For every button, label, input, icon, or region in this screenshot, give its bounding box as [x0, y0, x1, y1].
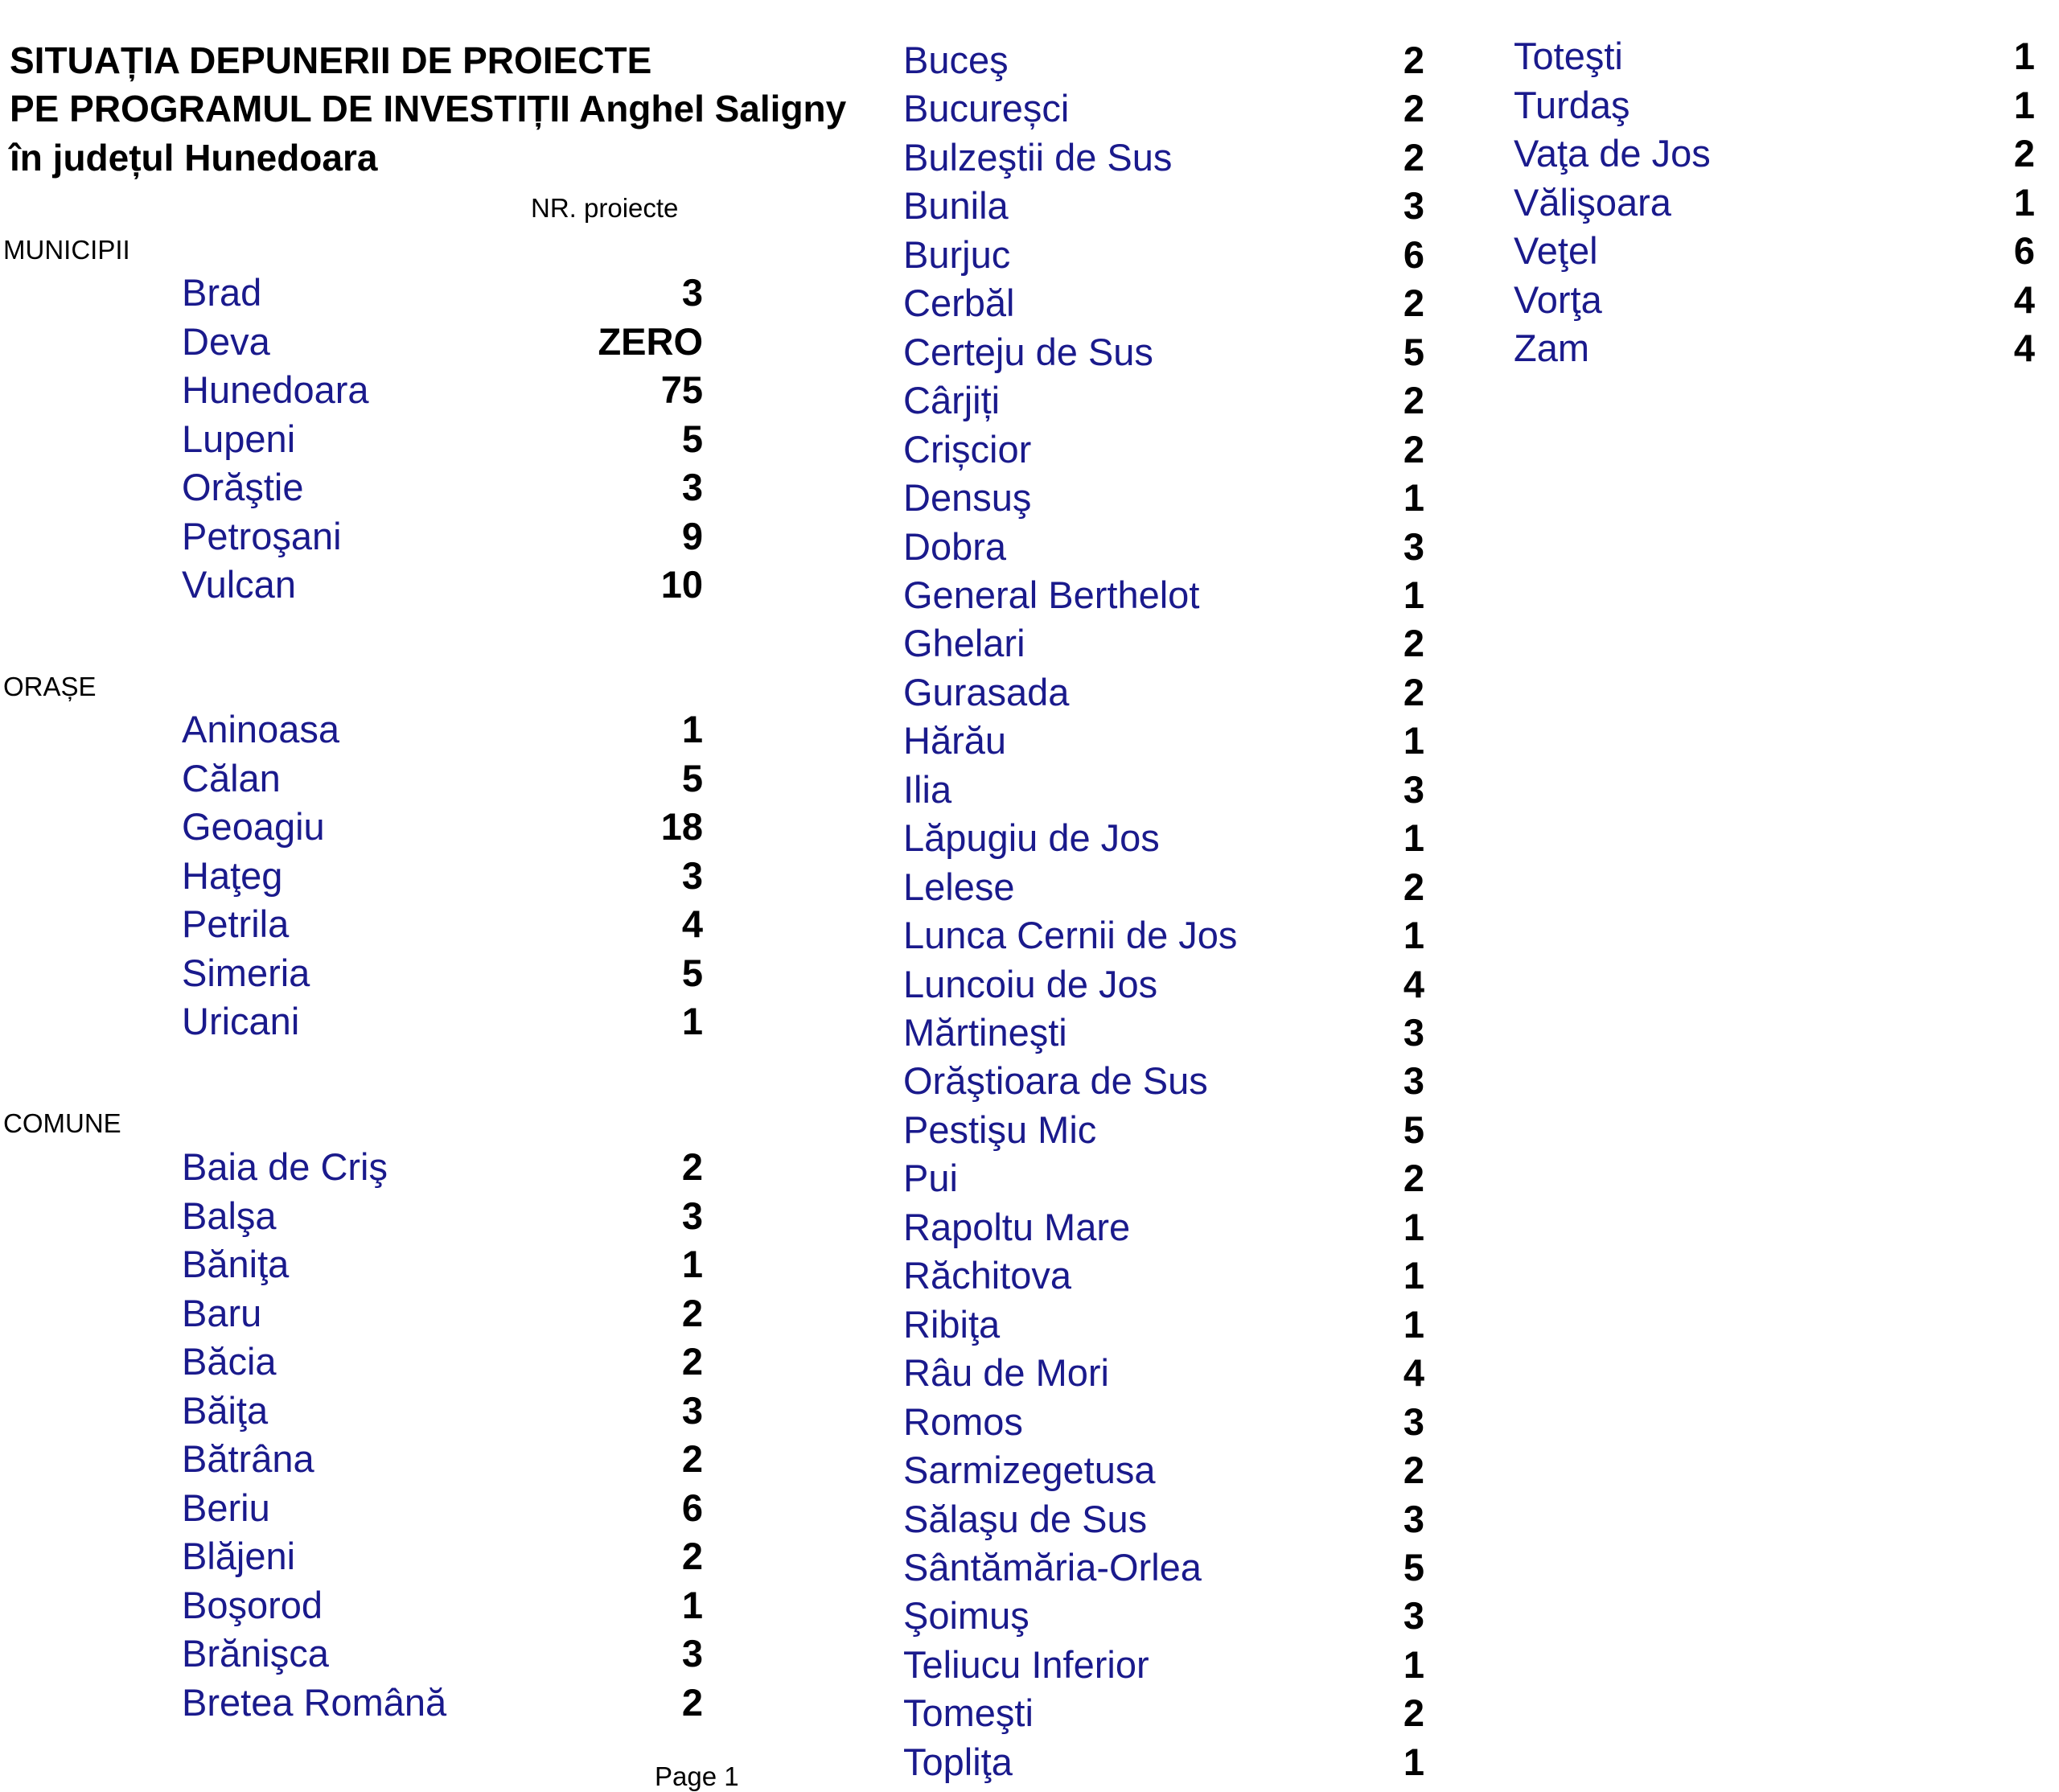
list-item: [903, 279, 1424, 327]
locality-name: Bretea Română: [182, 1680, 447, 1724]
project-count: 1: [1403, 914, 1424, 957]
locality-name: Lelese: [903, 865, 1015, 908]
locality-name: Baia de Criş: [182, 1145, 388, 1188]
list-item: [182, 269, 703, 317]
project-count: 1: [681, 1583, 703, 1626]
project-count: 3: [1403, 1497, 1424, 1540]
locality-name: Băniţa: [182, 1243, 290, 1285]
project-count: 5: [1403, 1545, 1424, 1589]
locality-name: Gurasada: [903, 670, 1070, 713]
list-item: [903, 814, 1424, 862]
locality-name: Boşorod: [182, 1583, 323, 1626]
list-item: [903, 182, 1424, 230]
project-count: 1: [1403, 816, 1424, 860]
project-count: 1: [1403, 573, 1424, 616]
locality-name: Petroşani: [182, 514, 342, 557]
column-header: NR. proiecte: [531, 193, 679, 223]
list-item: [182, 1143, 703, 1191]
locality-name: Pui: [903, 1157, 958, 1200]
project-count: 3: [681, 1388, 703, 1432]
locality-name: Veţel: [1514, 229, 1598, 272]
list-item: [903, 619, 1424, 668]
list-item: [903, 231, 1424, 279]
project-count: 2: [681, 1535, 703, 1577]
locality-name: Blăjeni: [182, 1535, 296, 1577]
list-item: [182, 1435, 703, 1483]
title-line-1: SITUAȚIA DEPUNERII DE PROIECTE: [10, 39, 652, 81]
locality-name: Pestişu Mic: [903, 1108, 1097, 1151]
list-item: [182, 512, 703, 561]
list-item: [903, 425, 1424, 474]
locality-name: Şoimuş: [903, 1594, 1030, 1638]
project-count: 4: [2013, 277, 2035, 321]
list-item: [182, 852, 703, 900]
project-count: 4: [2013, 327, 2035, 369]
locality-name: Brănişca: [182, 1632, 329, 1675]
locality-name: Tomeşti: [903, 1691, 1034, 1735]
locality-name: Densuş: [903, 476, 1032, 520]
list-item: [182, 1581, 703, 1630]
list-item: [182, 949, 703, 997]
locality-name: Orăştioara de Sus: [903, 1059, 1208, 1103]
project-count: 1: [1403, 1740, 1424, 1783]
list-item: [903, 1641, 1424, 1689]
locality-name: Cerbăl: [903, 282, 1015, 325]
locality-name: Romos: [903, 1399, 1023, 1443]
list-item: [182, 1338, 703, 1386]
locality-name: Hărău: [903, 719, 1007, 762]
project-count: 4: [1403, 962, 1424, 1005]
list-item: [1514, 324, 2035, 372]
locality-name: Simeria: [182, 951, 310, 994]
project-count: 3: [1403, 1011, 1424, 1054]
project-count: 3: [681, 853, 703, 897]
project-count: 2: [681, 1340, 703, 1383]
list-item: [1514, 32, 2035, 80]
list-item: [182, 561, 703, 609]
section-label-municipii: MUNICIPII: [3, 235, 130, 265]
project-count: 3: [1403, 184, 1424, 228]
locality-name: Brad: [182, 271, 262, 314]
list-item: [903, 766, 1424, 814]
locality-name: Geoagiu: [182, 805, 325, 848]
project-count: 2: [1403, 135, 1424, 179]
locality-name: Bulzeştii de Sus: [903, 135, 1173, 179]
locality-name: Bucureșci: [903, 87, 1070, 130]
title-line-3: în județul Hunedoara: [10, 137, 378, 179]
locality-name: Turdaş: [1514, 83, 1630, 126]
list-item: [182, 754, 703, 803]
list-item: [1514, 227, 2035, 275]
locality-name: Lăpugiu de Jos: [903, 816, 1160, 860]
locality-name: Deva: [182, 319, 270, 363]
list-item: [903, 1446, 1424, 1494]
project-count: 6: [1403, 232, 1424, 276]
project-count: 2: [1403, 427, 1424, 471]
list-item: [182, 1289, 703, 1338]
locality-name: Beriu: [182, 1486, 270, 1529]
project-count: 1: [2013, 83, 2035, 126]
locality-name: Lunca Cernii de Jos: [903, 914, 1238, 957]
locality-name: Bunila: [903, 184, 1009, 228]
project-count: 6: [2013, 229, 2035, 272]
project-count: 3: [1403, 1399, 1424, 1443]
locality-name: Toteşti: [1514, 35, 1623, 77]
locality-name: Ghelari: [903, 622, 1025, 665]
project-count: 6: [681, 1486, 703, 1529]
locality-name: Hunedoara: [182, 368, 369, 411]
list-item: [903, 717, 1424, 765]
project-count: 75: [660, 368, 703, 411]
project-count: 1: [681, 1000, 703, 1042]
project-count: 2: [681, 1145, 703, 1188]
locality-name: Cârjiți: [903, 379, 1001, 422]
list-item: [903, 863, 1424, 911]
list-item: [903, 523, 1424, 571]
list-item: [903, 911, 1424, 960]
list-item: [182, 415, 703, 463]
project-count: 3: [681, 271, 703, 314]
list-item: [903, 1203, 1424, 1252]
title-line-2: PE PROGRAMUL DE INVESTIȚII Anghel Saligny: [10, 88, 847, 129]
locality-name: Zam: [1514, 327, 1589, 369]
locality-name: Vulcan: [182, 563, 296, 606]
project-count: 1: [2013, 35, 2035, 77]
locality-name: Ribiţa: [903, 1302, 1001, 1346]
list-item: [182, 900, 703, 948]
list-item: [182, 997, 703, 1046]
section-label-comune: COMUNE: [3, 1108, 121, 1138]
locality-name: Băcia: [182, 1340, 277, 1383]
locality-name: Vorţa: [1514, 277, 1602, 321]
project-count: 1: [1403, 1642, 1424, 1686]
list-item: [182, 318, 703, 366]
project-count: 1: [1403, 476, 1424, 520]
project-count: 2: [1403, 865, 1424, 908]
list-item: [903, 1689, 1424, 1737]
list-item: [1514, 276, 2035, 324]
list-item: [903, 36, 1424, 84]
project-count: 2: [1403, 379, 1424, 422]
project-count: 2: [1403, 670, 1424, 713]
list-item: [903, 1592, 1424, 1640]
locality-name: Haţeg: [182, 853, 283, 897]
project-count: 3: [681, 1194, 703, 1237]
project-count: 2: [1403, 1157, 1424, 1200]
project-count: 1: [1403, 719, 1424, 762]
project-count: 2: [1403, 87, 1424, 130]
list-item: [903, 1154, 1424, 1202]
locality-name: General Berthelot: [903, 573, 1200, 616]
locality-name: Aninoasa: [182, 708, 339, 750]
project-count: 1: [681, 708, 703, 750]
locality-name: Burjuc: [903, 232, 1011, 276]
list-item: [182, 1630, 703, 1678]
project-count: 1: [1403, 1205, 1424, 1248]
locality-name: Petrila: [182, 902, 290, 945]
locality-name: Călan: [182, 756, 281, 799]
list-item: [903, 1252, 1424, 1300]
page-number: Page 1: [655, 1761, 739, 1791]
locality-name: Vaţa de Jos: [1514, 132, 1711, 175]
list-item: [182, 1679, 703, 1727]
project-count: 2: [1403, 1449, 1424, 1492]
list-item: [903, 1009, 1424, 1057]
project-count: 4: [681, 902, 703, 945]
list-item: [1514, 81, 2035, 129]
project-count: 5: [681, 951, 703, 994]
locality-name: Dobra: [903, 524, 1007, 568]
project-count: 18: [660, 805, 703, 848]
locality-name: Lupeni: [182, 417, 296, 460]
locality-name: Sălaşu de Sus: [903, 1497, 1148, 1540]
list-item: [1514, 129, 2035, 178]
project-count: 3: [1403, 1594, 1424, 1638]
project-count: 9: [681, 514, 703, 557]
project-count: 10: [660, 563, 703, 606]
list-item: [903, 668, 1424, 717]
list-item: [903, 1057, 1424, 1105]
list-item: [182, 1192, 703, 1240]
project-count: 5: [1403, 330, 1424, 373]
locality-name: Teliucu Inferior: [903, 1642, 1149, 1686]
project-count: 2: [681, 1437, 703, 1480]
project-count: 5: [1403, 1108, 1424, 1151]
list-item: [903, 474, 1424, 522]
locality-name: Crișcior: [903, 427, 1032, 471]
locality-name: Bătrâna: [182, 1437, 314, 1480]
locality-name: Râu de Mori: [903, 1351, 1109, 1395]
list-item: [903, 1543, 1424, 1592]
list-item: [182, 1532, 703, 1580]
list-item: [903, 1349, 1424, 1397]
project-count: 2: [681, 1680, 703, 1724]
locality-name: Ilia: [903, 767, 952, 811]
list-item: [903, 960, 1424, 1009]
project-count: 3: [1403, 1059, 1424, 1103]
locality-name: Uricani: [182, 1000, 300, 1042]
locality-name: Băiţa: [182, 1388, 269, 1432]
project-count: 2: [681, 1291, 703, 1334]
project-count: 3: [1403, 767, 1424, 811]
project-count: 5: [681, 756, 703, 799]
project-count: 2: [1403, 1691, 1424, 1735]
list-item: [182, 463, 703, 512]
project-count: 1: [1403, 1302, 1424, 1346]
list-item: [182, 1387, 703, 1435]
project-count: 2: [1403, 39, 1424, 81]
list-item: [182, 366, 703, 414]
project-count: ZERO: [598, 319, 703, 363]
locality-name: Luncoiu de Jos: [903, 962, 1158, 1005]
list-item: [903, 1301, 1424, 1349]
list-item: [182, 1484, 703, 1532]
project-count: 5: [681, 417, 703, 460]
locality-name: Rapoltu Mare: [903, 1205, 1131, 1248]
list-item: [903, 1738, 1424, 1786]
locality-name: Sarmizegetusa: [903, 1449, 1156, 1492]
project-count: 3: [681, 466, 703, 508]
list-item: [903, 571, 1424, 619]
project-count: 4: [1403, 1351, 1424, 1395]
list-item: [903, 1398, 1424, 1446]
list-item: [903, 328, 1424, 376]
project-count: 3: [681, 1632, 703, 1675]
locality-name: Baru: [182, 1291, 262, 1334]
project-count: 2: [1403, 282, 1424, 325]
locality-name: Orăştie: [182, 466, 304, 508]
locality-name: Vălişoara: [1514, 180, 1671, 224]
project-count: 1: [1403, 1254, 1424, 1297]
list-item: [903, 376, 1424, 425]
project-count: 3: [1403, 524, 1424, 568]
project-count: 1: [681, 1243, 703, 1285]
list-item: [903, 1495, 1424, 1543]
list-item: [182, 1240, 703, 1289]
list-item: [903, 84, 1424, 133]
locality-name: Topliţa: [903, 1740, 1013, 1783]
locality-name: Răchitova: [903, 1254, 1071, 1297]
list-item: [903, 134, 1424, 182]
list-item: [1514, 179, 2035, 227]
locality-name: Mărtineşti: [903, 1011, 1067, 1054]
project-count: 2: [2013, 132, 2035, 175]
section-label-orase: ORAȘE: [3, 672, 97, 701]
list-item: [182, 705, 703, 754]
list-item: [182, 803, 703, 851]
locality-name: Sântămăria-Orlea: [903, 1545, 1202, 1589]
project-count: 1: [2013, 180, 2035, 224]
project-count: 2: [1403, 622, 1424, 665]
list-item: [903, 1106, 1424, 1154]
locality-name: Balşa: [182, 1194, 277, 1237]
locality-name: Certeju de Sus: [903, 330, 1153, 373]
locality-name: Buceş: [903, 39, 1009, 81]
